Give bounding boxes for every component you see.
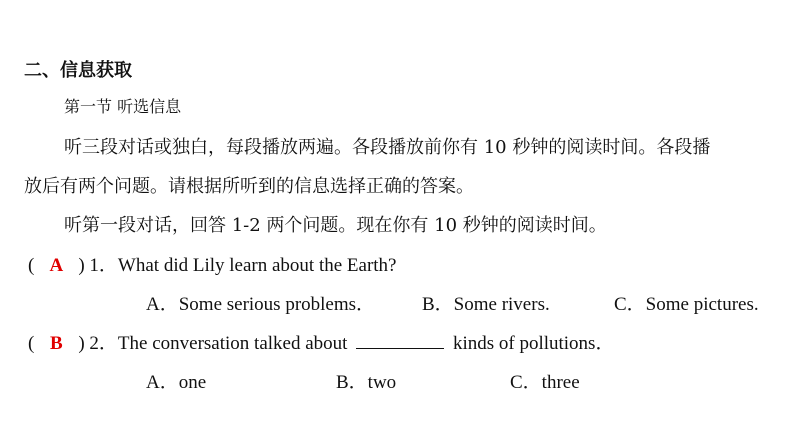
question-2: ( B ) 2．The conversation talked about kinds of pollutions． (28, 333, 615, 354)
option-1b: B．Some rivers. (422, 294, 550, 315)
question-text-1: What did Lily learn about the Earth? (117, 255, 397, 276)
instructions-line-1: 听三段对话或独白，每段播放两遍。各段播放前你有 10 秒钟的阅读时间。各段播 (64, 137, 711, 158)
subsection-title: 第一节 听选信息 (64, 97, 182, 116)
answer-2: B (49, 333, 63, 354)
option-2b: B．two (336, 372, 397, 393)
question-1: ( A ) 1．What did Lily learn about the Earth? (28, 255, 397, 276)
option-1c: C．Some pictures. (614, 294, 759, 315)
answer-1: A (49, 255, 64, 276)
option-2a: A．one (146, 372, 207, 393)
option-1a: A．Some serious problems． (146, 294, 376, 315)
question-number-1: 1． (89, 255, 118, 276)
section-heading: 二、信息获取 (24, 60, 132, 81)
question-text-2-after: kinds of pollutions． (452, 333, 615, 354)
dialogue-intro: 听第一段对话，回答 1-2 两个问题。现在你有 10 秒钟的阅读时间。 (64, 215, 607, 236)
answer-blank (356, 332, 444, 349)
instructions-line-2: 放后有两个问题。请根据所听到的信息选择正确的答案。 (24, 176, 474, 197)
option-2c: C．three (510, 372, 580, 393)
question-text-2-before: The conversation talked about (117, 333, 348, 354)
question-number-2: 2． (89, 333, 118, 354)
